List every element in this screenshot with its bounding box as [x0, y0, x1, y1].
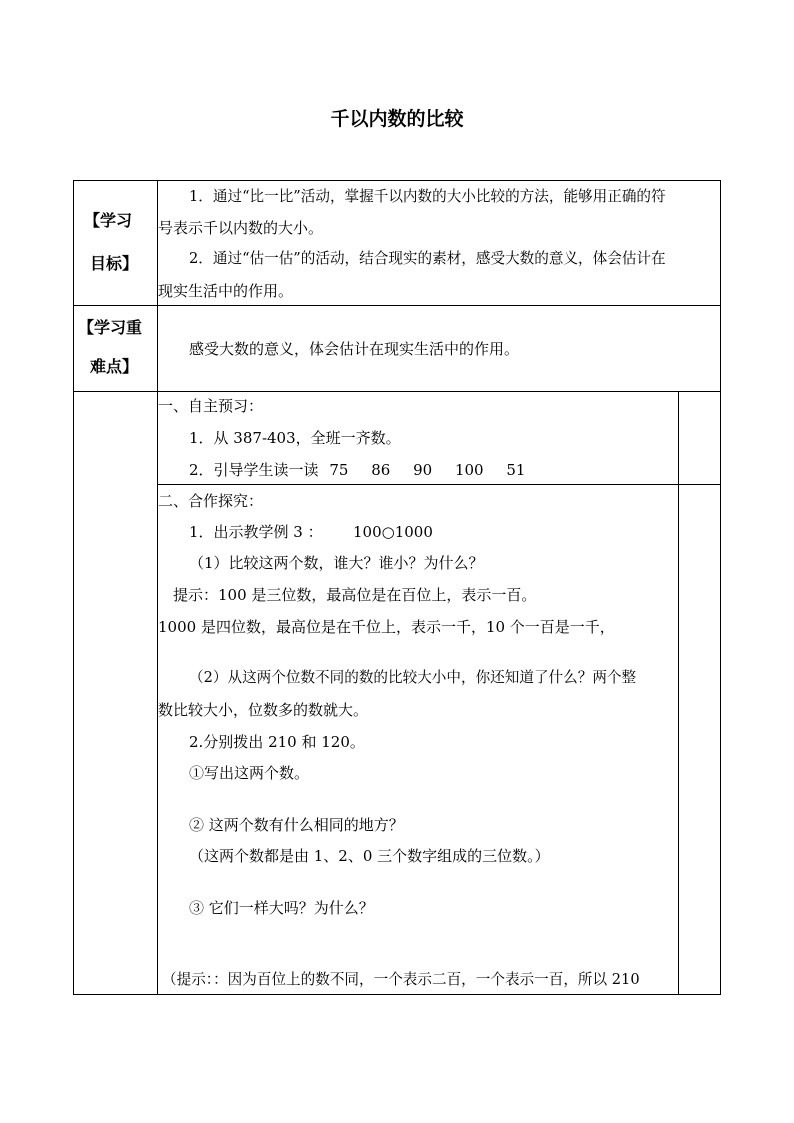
explore-line: （提示：：因为百位上的数不同，一个表示二百，一个表示一百，所以 210: [162, 971, 640, 988]
explore-line: （2）从这两个位数不同的数的比较大小中，你还知道了什么？两个整: [189, 669, 637, 686]
key-points-text: 感受大数的意义，体会估计在现实生活中的作用。: [189, 340, 520, 358]
explore-line: ①写出这两个数。: [189, 764, 310, 782]
explore-line: ② 这两个数有什么相同的地方？: [189, 816, 404, 834]
table-divider-2: [73, 391, 721, 392]
explore-heading: 二、合作探究：: [158, 492, 264, 510]
key-points-label-line1: 【学习重: [78, 318, 143, 337]
preview-number: 51: [506, 461, 526, 479]
goals-label-line1: 【学习: [84, 211, 133, 230]
goal-line-1: 1．通过“比一比”活动，掌握千以内数的大小比较的方法，能够用正确的符: [189, 188, 666, 205]
explore-line: ③ 它们一样大吗？为什么？: [189, 899, 374, 917]
table-column-divider: [157, 180, 158, 995]
table-border-right: [720, 180, 721, 995]
explore-line: （1）比较这两个数，谁大？谁小？为什么？: [189, 554, 484, 572]
preview-number: 100: [454, 461, 484, 479]
key-points-label-line2: 难点】: [90, 357, 139, 376]
explore-line: 提示：100 是三位数，最高位是在百位上，表示一百。: [173, 586, 537, 604]
explore-line: 数比较大小，位数多的数就大。: [158, 701, 369, 719]
explore-comparison: 100○1000: [353, 523, 433, 541]
goals-label-line2: 目标】: [90, 254, 139, 273]
preview-number: 75: [329, 461, 349, 479]
goal-line-2: 号表示千以内数的大小。: [158, 219, 324, 237]
preview-number: 86: [371, 461, 391, 479]
explore-line: 1．出示教学例 3 ：: [189, 523, 323, 541]
goal-line-4: 现实生活中的作用。: [158, 282, 294, 300]
table-divider-3: [157, 484, 721, 485]
page-title: 千以内数的比较: [330, 108, 464, 130]
table-border-top: [73, 180, 721, 181]
explore-line: 1000 是四位数，最高位是在千位上，表示一千，10 个一百是一千，: [158, 618, 615, 636]
table-border-bottom: [73, 994, 721, 995]
explore-line: （这两个数都是由 1、2、0 三个数字组成的三位数。）: [189, 847, 550, 865]
goal-line-3: 2．通过“估一估”的活动，结合现实的素材，感受大数的意义，体会估计在: [189, 250, 666, 267]
preview-item-2: [189, 460, 525, 480]
preview-item-1: 1．从 387-403，全班一齐数。: [189, 429, 401, 447]
table-border-left: [73, 180, 74, 995]
preview-item-2-prefix: 2．引导学生读一读: [189, 461, 319, 479]
preview-number: 90: [413, 461, 433, 479]
table-divider-1: [73, 305, 721, 306]
explore-line: 2.分别拨出 210 和 120。: [189, 733, 365, 751]
table-column-divider-inner: [678, 391, 679, 995]
preview-heading: 一、自主预习：: [158, 397, 264, 415]
